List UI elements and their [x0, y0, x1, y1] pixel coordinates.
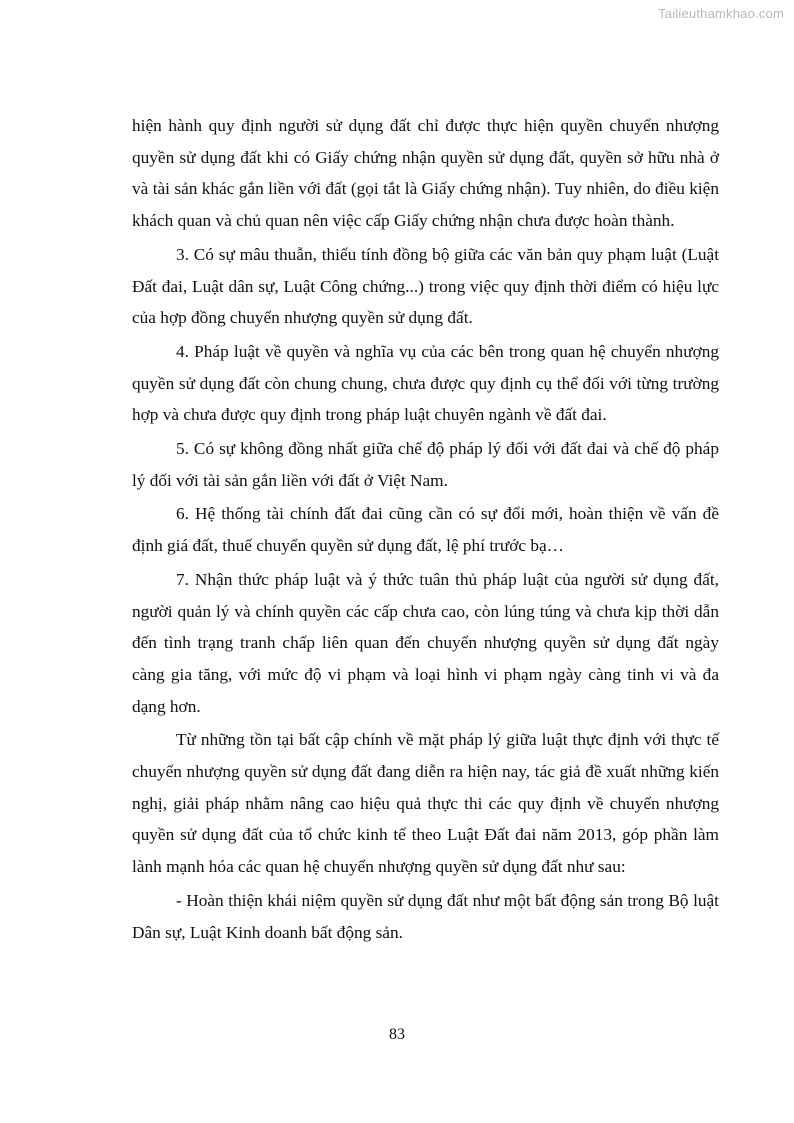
paragraph-item-4: 4. Pháp luật về quyền và nghĩa vụ của các bên trong quan hệ chuyển nhượng quyền sử dụng đất còn chung chung, chưa được quy định cụ thể đối với từng trường hợp và chưa được quy định trong pháp luật chuyên ngành về đất đai. — [132, 341, 719, 425]
watermark-text: Tailieuthamkhao.com — [658, 6, 784, 21]
paragraph-continuation: hiện hành quy định người sử dụng đất chỉ được thực hiện quyền chuyển nhượng quyền sử dụng đất khi có Giấy chứng nhận quyền sử dụng đất, quyền sở hữu nhà ở và tài sản khác gắn liền với đất (gọi tắt là Giấy chứng nhận). Tuy nhiên, do điều kiện khách quan và chủ quan nên việc cấp Giấy chứng nhận chưa được hoàn thành. — [132, 116, 719, 231]
paragraph-item-3: 3. Có sự mâu thuẫn, thiếu tính đồng bộ giữa các văn bản quy phạm luật (Luật Đất đai, Luật dân sự, Luật Công chứng...) trong việc quy định thời điểm có hiệu lực của hợp đồng chuyển nhượng quyền sử dụng đất. — [132, 244, 719, 328]
paragraph-item-6: 6. Hệ thống tài chính đất đai cũng cần có sự đổi mới, hoàn thiện về vấn đề định giá đất, thuế chuyển quyền sử dụng đất, lệ phí trước bạ… — [132, 504, 719, 556]
paragraph-recommendation: - Hoàn thiện khái niệm quyền sử dụng đất như một bất động sản trong Bộ luật Dân sự, Luật Kinh doanh bất động sản. — [132, 890, 719, 942]
paragraph-item-7: 7. Nhận thức pháp luật và ý thức tuân thủ pháp luật của người sử dụng đất, người quản lý và chính quyền các cấp chưa cao, còn lúng túng và chưa kịp thời dẫn đến tình trạng tranh chấp liên quan đến chuyển nhượng quyền sử dụng đất ngày càng gia tăng, với mức độ vi phạm và loại hình vi phạm ngày càng tinh vi và đa dạng hơn. — [132, 569, 719, 716]
paragraph-summary: Từ những tồn tại bất cập chính về mặt pháp lý giữa luật thực định với thực tế chuyển nhượng quyền sử dụng đất đang diễn ra hiện nay, tác giả đề xuất những kiến nghị, giải pháp nhằm nâng cao hiệu quả thực thi các quy định về chuyển nhượng quyền sử dụng đất của tổ chức kinh tế theo Luật Đất đai năm 2013, góp phần làm lành mạnh hóa các quan hệ chuyển nhượng quyền sử dụng đất như sau: — [132, 730, 719, 877]
page-number: 83 — [389, 1026, 405, 1043]
document-body — [132, 110, 719, 950]
paragraph-item-5: 5. Có sự không đồng nhất giữa chế độ pháp lý đối với đất đai và chế độ pháp lý đối với tài sản gắn liền với đất ở Việt Nam. — [132, 439, 719, 490]
